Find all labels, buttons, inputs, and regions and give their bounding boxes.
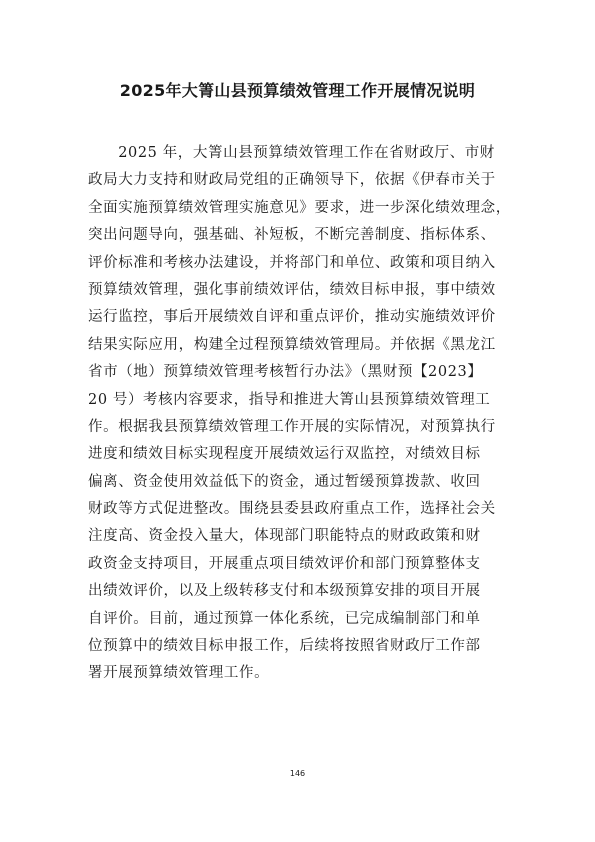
- body-paragraph: [88, 140, 528, 688]
- body-line: 全面实施预算绩效管理实施意见》要求，进一步深化绩效理念，: [88, 199, 511, 216]
- body-line: 20 号）考核内容要求，指导和推进大箐山县预算绩效管理工: [88, 391, 491, 408]
- body-line: 突出问题导向，强基础、补短板，不断完善制度、指标体系、: [88, 227, 496, 244]
- body-line: 评价标准和考核办法建设，并将部门和单位、政策和项目纳入: [88, 254, 496, 271]
- body-line: 2025 年，大箐山县预算绩效管理工作在省财政厅、市财: [88, 145, 495, 161]
- body-line: 结果实际应用，构建全过程预算绩效管理局。并依据《黑龙江: [88, 336, 496, 353]
- body-line: 省市（地）预算绩效管理考核暂行办法》（黑财预【2023】: [88, 364, 483, 381]
- body-line: 出绩效评价，以及上级转移支付和本级预算安排的项目开展: [88, 583, 481, 600]
- body-line: 政局大力支持和财政局党组的正确领导下，依据《伊春市关于: [88, 172, 496, 189]
- page-number: 146: [289, 769, 306, 778]
- body-line: 预算绩效管理，强化事前绩效评估，绩效目标申报，事中绩效: [88, 281, 496, 298]
- body-line: 注度高、资金投入量大，体现部门职能特点的财政政策和财: [88, 528, 481, 545]
- body-line: 政资金支持项目，开展重点项目绩效评价和部门预算整体支: [88, 555, 481, 572]
- document-title: 2025年大箐山县预算绩效管理工作开展情况说明: [119, 81, 476, 100]
- body-line: 作。根据我县预算绩效管理工作开展的实际情况，对预算执行: [88, 418, 496, 435]
- body-line: 自评价。目前，通过预算一体化系统，已完成编制部门和单: [88, 610, 481, 627]
- body-line: 署开展预算绩效管理工作。: [88, 665, 270, 682]
- body-line: 位预算中的绩效目标申报工作，后续将按照省财政厅工作部: [88, 638, 481, 655]
- body-line: 财政等方式促进整改。围绕县委县政府重点工作，选择社会关: [88, 501, 496, 518]
- body-line: 进度和绩效目标实现程度开展绩效运行双监控，对绩效目标: [88, 446, 481, 463]
- body-line: 运行监控，事后开展绩效自评和重点评价，推动实施绩效评价: [88, 309, 496, 326]
- body-line: 偏离、资金使用效益低下的资金，通过暂缓预算拨款、收回: [88, 473, 481, 490]
